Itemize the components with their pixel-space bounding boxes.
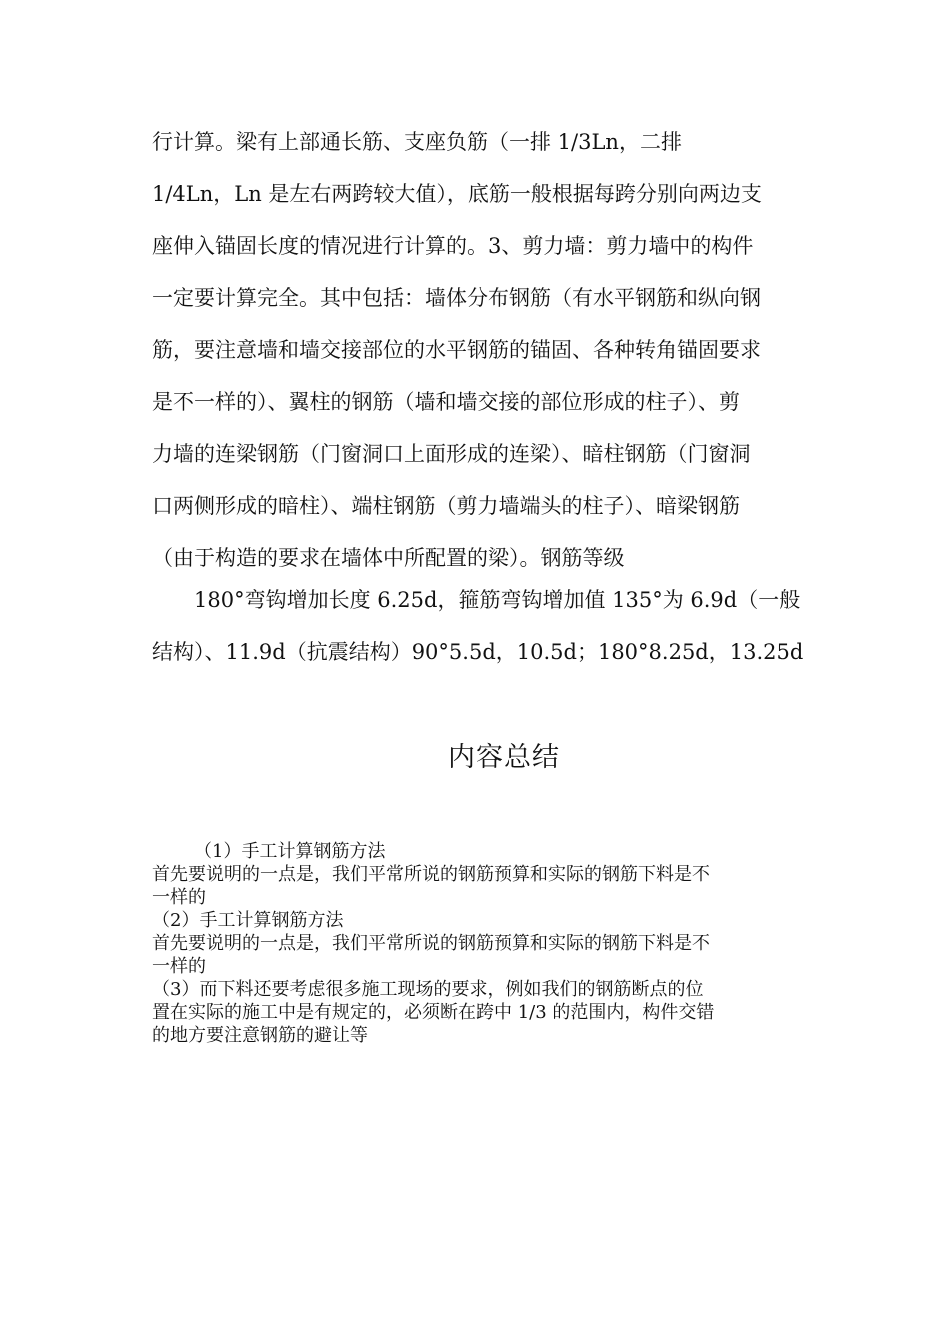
text-line: 180°弯钩增加长度 6.25d，箍筋弯钩增加值 135°为 6.9d（一般 (194, 588, 801, 612)
text-line: 是不一样的）、翼柱的钢筋（墙和墙交接的部位形成的柱子）、剪 (152, 390, 740, 414)
summary-line: 一样的 (152, 887, 206, 908)
hook-length-paragraph (152, 574, 807, 678)
body-paragraph (152, 116, 807, 584)
text-line: 口两侧形成的暗柱）、端柱钢筋（剪力墙端头的柱子）、暗梁钢筋 (152, 494, 740, 518)
summary-line: （2）手工计算钢筋方法 (152, 910, 344, 931)
summary-line: （3）而下料还要考虑很多施工现场的要求，例如我们的钢筋断点的位 (152, 979, 704, 1000)
text-line: 结构）、11.9d（抗震结构）90°5.5d，10.5d；180°8.25d，13.25d (152, 640, 804, 664)
text-line: 座伸入锚固长度的情况进行计算的。3、剪力墙：剪力墙中的构件 (152, 234, 754, 258)
text-line: 力墙的连梁钢筋（门窗洞口上面形成的连梁）、暗柱钢筋（门窗洞 (152, 442, 751, 466)
text-line: 行计算。梁有上部通长筋、支座负筋（一排 1/3Ln，二排 (152, 130, 682, 154)
text-line: 筋，要注意墙和墙交接部位的水平钢筋的锚固、各种转角锚固要求 (152, 338, 761, 362)
summary-line: 首先要说明的一点是，我们平常所说的钢筋预算和实际的钢筋下料是不 (152, 864, 710, 885)
text-line: 一定要计算完全。其中包括：墙体分布钢筋（有水平钢筋和纵向钢 (152, 286, 761, 310)
summary-line: 的地方要注意钢筋的避让等 (152, 1025, 368, 1046)
summary-line: 首先要说明的一点是，我们平常所说的钢筋预算和实际的钢筋下料是不 (152, 933, 710, 954)
summary-line: 置在实际的施工中是有规定的，必须断在跨中 1/3 的范围内，构件交错 (152, 1002, 715, 1023)
text-line: 1/4Ln，Ln 是左右两跨较大值），底筋一般根据每跨分别向两边支 (152, 182, 762, 206)
summary-heading: 内容总结 (448, 742, 560, 773)
summary-line: （1）手工计算钢筋方法 (194, 841, 386, 862)
summary-list (152, 840, 812, 1047)
summary-line: 一样的 (152, 956, 206, 977)
text-line: （由于构造的要求在墙体中所配置的梁）。钢筋等级 (152, 546, 625, 570)
